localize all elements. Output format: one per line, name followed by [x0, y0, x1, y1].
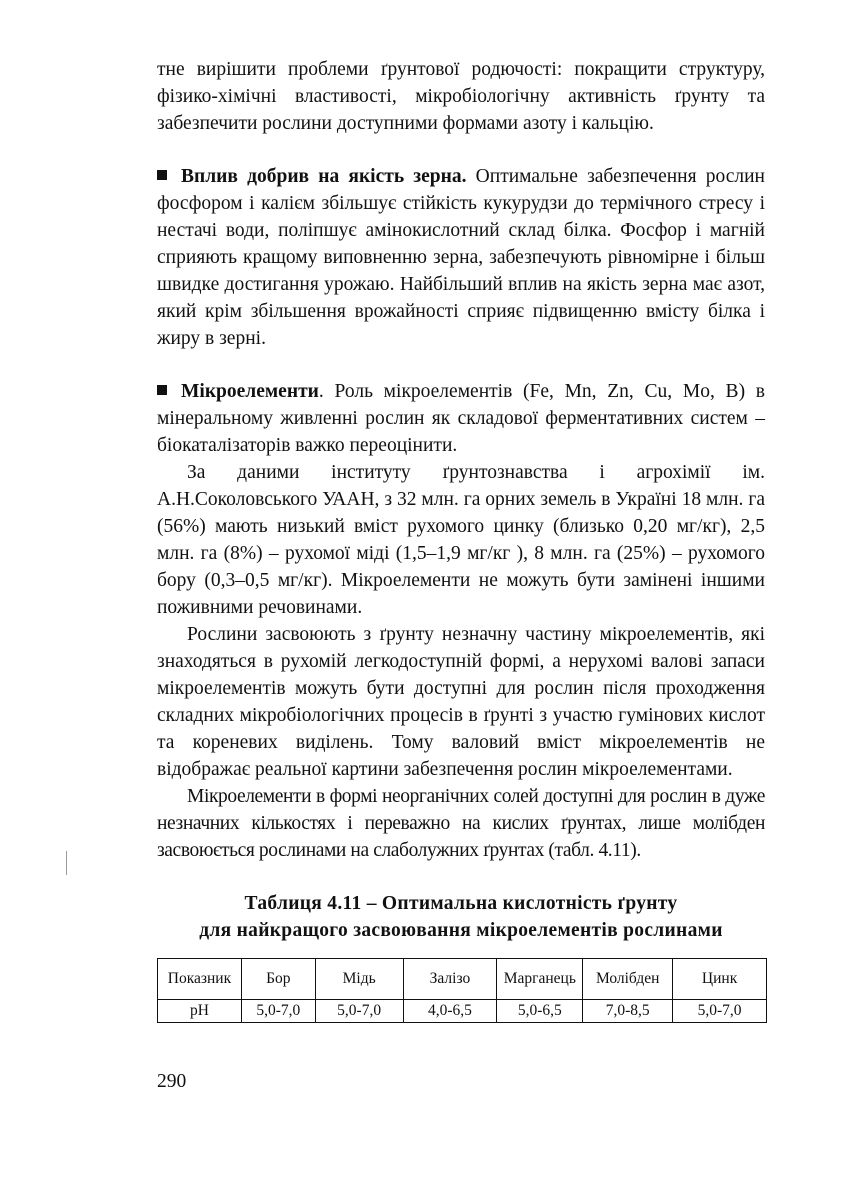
- table-cell: 5,0-6,5: [497, 1000, 583, 1023]
- table-caption-line-2: для найкращого засвоювання мікроелементів рослинами: [199, 920, 723, 941]
- table-header-cell: Бор: [241, 959, 315, 1000]
- table-header-cell: Молібден: [583, 959, 673, 1000]
- table-cell: 5,0-7,0: [315, 1000, 403, 1023]
- table-cell: 5,0-7,0: [241, 1000, 315, 1023]
- section-heading: Вплив добрив на якість зерна.: [181, 166, 467, 187]
- square-bullet-icon: [157, 385, 167, 395]
- paragraph-inorganic-salts: Мікроелементи в формі неорганічних солей доступні для рослин в дуже незначних кількостях і переважно на кислих ґрунтах, лише молібден засвоюється рослинами на слаболужних ґрунтах (табл. 4.11).: [157, 786, 765, 861]
- table-header-cell: Показник: [158, 959, 242, 1000]
- section-microelements: [157, 378, 765, 459]
- table-header-row: [158, 959, 767, 1000]
- table-caption: [157, 890, 765, 944]
- table-header-cell: Марганець: [497, 959, 583, 1000]
- acidity-table: [157, 958, 767, 1023]
- page-number: 290: [157, 1071, 187, 1092]
- table-cell: pH: [158, 1000, 242, 1023]
- section-heading: Мікроелементи: [181, 381, 319, 402]
- table-cell: 5,0-7,0: [673, 1000, 767, 1023]
- table-header-cell: Цинк: [673, 959, 767, 1000]
- table-header-cell: Залізо: [403, 959, 497, 1000]
- page-content: [157, 56, 765, 1023]
- table-cell: 4,0-6,5: [403, 1000, 497, 1023]
- paragraph-absorption: Рослини засвоюють з ґрунту незначну частину мікроелементів, які знаходяться в рухомій легкодоступній формі, а нерухомі валові запаси мікроелементів можуть бути доступні для рослин після проходження складних мікробіологічних процесів в ґрунті з участю гумінових кислот та кореневих виділень. Тому валовий вміст мікроелементів не відображає реальної картини забезпечення рослин мікроелементами.: [157, 624, 765, 780]
- table-cell: 7,0-8,5: [583, 1000, 673, 1023]
- section-fertilizer-quality: [157, 163, 765, 352]
- table-row: [158, 1000, 767, 1023]
- section-text: Оптимальне забезпечення рослин фосфором і калієм збільшує стійкість кукурудзи до термічного стресу і нестачі води, поліпшує амінокислотний склад білка. Фосфор і магній сприяють кращому виповненню зерна, забезпечують рівномірне і більш швидке достигання урожаю. Найбільший вплив на якість зерна має азот, який крім збільшення врожайності сприяє підвищенню вмісту білка і жиру в зерні.: [157, 166, 765, 349]
- paragraph-institute-data: За даними інституту ґрунтознавства і агрохімії ім. А.Н.Соколовського УААН, з 32 млн. га орних земель в Україні 18 млн. га (56%) мають низький вміст рухомого цинку (близько 0,20 мг/кг), 2,5 млн. га (8%) – рухомої міді (1,5–1,9 мг/кг ), 8 млн. га (25%) – рухомого бору (0,3–0,5 мг/кг). Мікроелементи не можуть бути замінені іншими поживними речовинами.: [157, 462, 765, 618]
- table-caption-line-1: Таблиця 4.11 – Оптимальна кислотність ґрунту: [244, 893, 678, 914]
- table-header-cell: Мідь: [315, 959, 403, 1000]
- margin-mark: [66, 851, 67, 875]
- paragraph-intro: тне вирішити проблеми ґрунтової родючості: покращити структуру, фізико-хімічні властивості, мікробіологічну активність ґрунту та забезпечити рослини доступними формами азоту і кальцію.: [157, 59, 765, 134]
- section-text: . Роль мікроелементів (Fe, Mn, Zn, Cu, Mo, B) в мінеральному живленні рослин як складової ферментативних систем – біокаталізаторів важко переоцінити.: [157, 381, 765, 456]
- square-bullet-icon: [157, 170, 167, 180]
